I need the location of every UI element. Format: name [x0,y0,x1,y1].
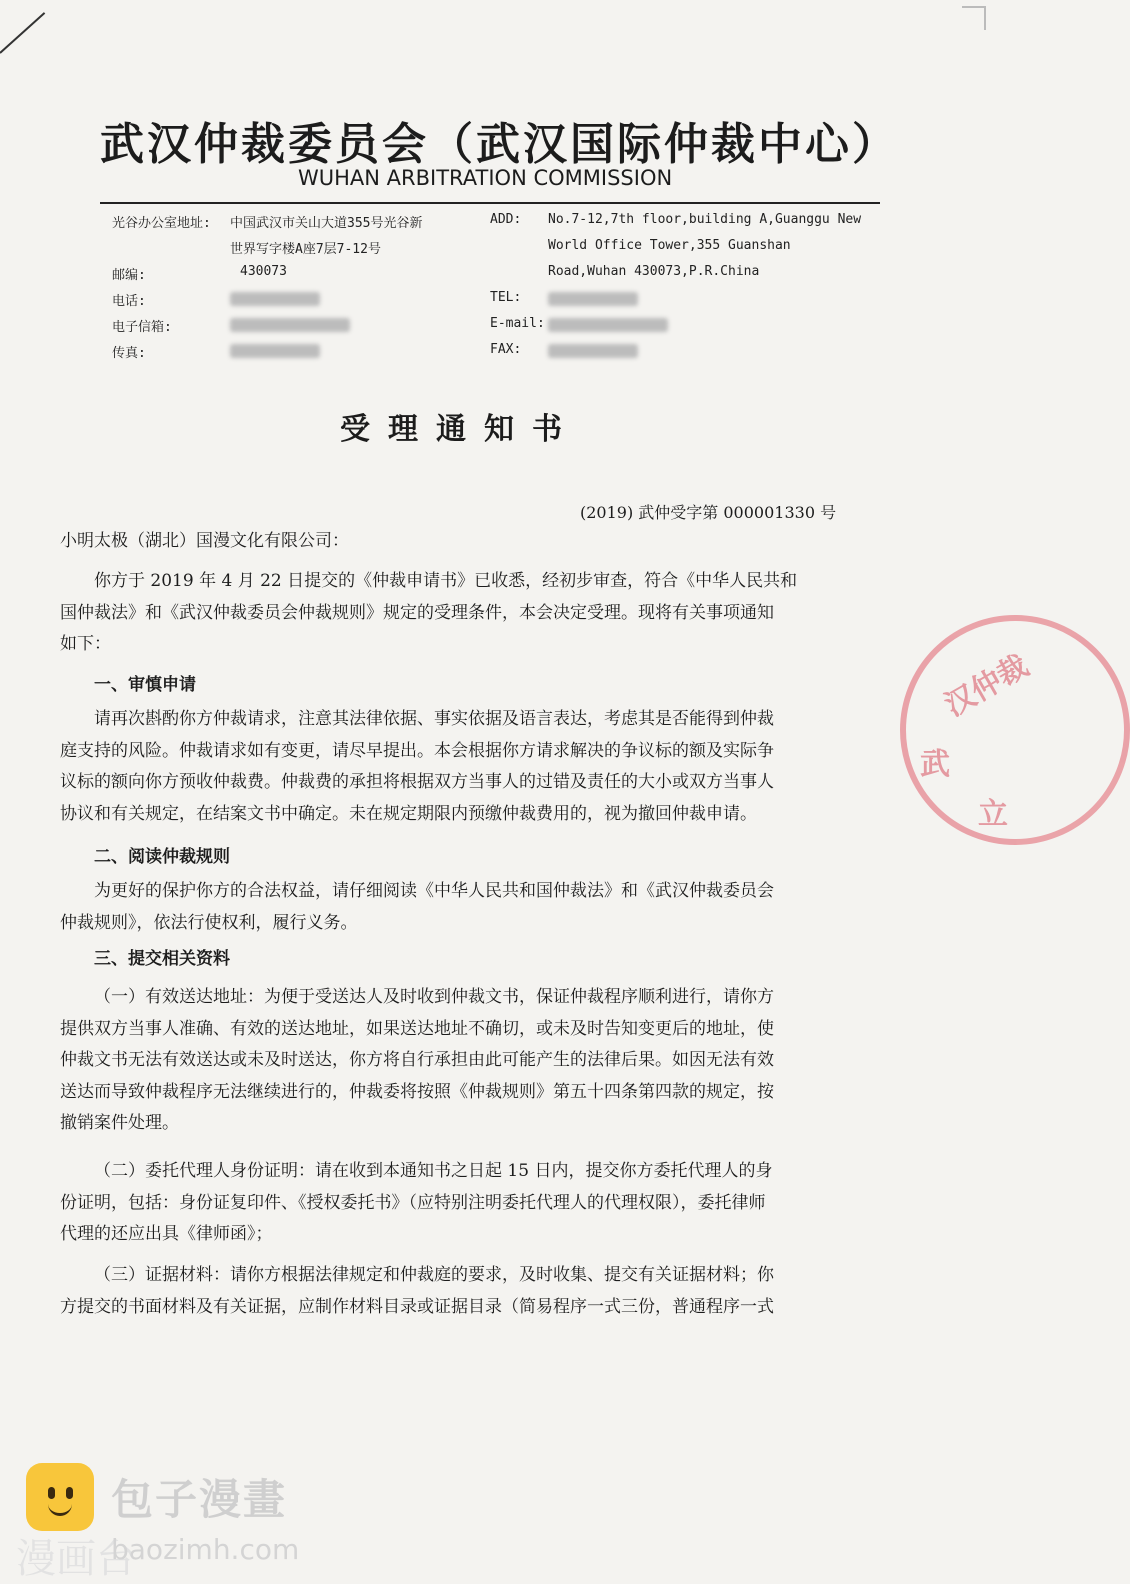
text-line: 你方于 2019 年 4 月 22 日提交的《仲裁申请书》已收悉，经初步审查，符合《中华人民共和 [94,571,798,591]
logo-mouth [48,1503,72,1516]
intro-paragraph [60,566,900,661]
seal-text-left: 武 [920,747,950,782]
tel-label: TEL: [490,290,522,305]
text-line: 提供双方当事人准确、有效的送达地址，如果送达地址不确切，或未及时告知变更后的地址，使 [60,1018,774,1039]
seal-text-top: 汉仲裁 [939,648,1035,724]
redacted-phone [230,292,320,306]
address-line-2: 世界写字楼A座7层7-12号 [230,242,381,257]
watermark-site-name: 包子漫畫 [111,1475,288,1524]
add-line-3: Road,Wuhan 430073,P.R.China [548,264,760,279]
paper-corner-mark [962,6,986,30]
email-label: 电子信箱: [112,320,172,335]
text-line: （二）委托代理人身份证明：请在收到本通知书之日起 15 日内，提交你方委托代理人的身 [94,1161,773,1181]
text-line: 庭支持的风险。仲裁请求如有变更，请尽早提出。本会根据你方请求解决的争议标的额及实际争 [60,740,774,761]
site-watermark [16,1455,336,1582]
official-seal-stamp [900,615,1130,845]
add-label: ADD: [490,212,522,227]
postcode-value: 430073 [240,264,287,279]
text-line: 如下： [60,634,111,655]
section-2-paragraph [60,876,900,939]
section-2-heading: 二、阅读仲裁规则 [94,847,230,867]
recipient: 小明太极（湖北）国漫文化有限公司： [60,531,349,551]
text-line: （一）有效送达地址：为便于受送达人及时收到仲裁文书，保证仲裁程序顺利进行，请你方 [94,987,774,1007]
logo-eye [66,1487,73,1499]
text-line: 请再次斟酌你方仲裁请求，注意其法律依据、事实依据及语言表达，考虑其是否能得到仲裁 [94,709,774,729]
text-line: 国仲裁法》和《武汉仲裁委员会仲裁规则》规定的受理条件，本会决定受理。现将有关事项通知 [60,602,774,623]
text-line: 议标的额向你方预收仲裁费。仲裁费的承担将根据双方当事人的过错及责任的大小或双方当事人 [60,772,774,793]
text-line: 协议和有关规定，在结案文书中确定。未在规定期限内预缴仲裁费用的，视为撤回仲裁申请。 [60,803,757,824]
fax-en-label: FAX: [490,342,522,357]
notice-title: 受理通知书 [340,412,580,447]
text-line: 撤销案件处理。 [60,1113,179,1134]
paper-fold-line [0,12,45,54]
org-title-en: WUHAN ARBITRATION COMMISSION [298,166,673,190]
redacted-tel [548,292,638,306]
seal-text-bottom: 立 [978,797,1008,832]
document-number: (2019) 武仲受字第 000001330 号 [580,503,837,522]
section-3-3-paragraph [60,1260,900,1323]
text-line: 份证明，包括：身份证复印件、《授权委托书》（应特别注明委托代理人的代理权限），委托律师 [60,1192,766,1213]
text-line: 为更好的保护你方的合法权益，请仔细阅读《中华人民共和国仲裁法》和《武汉仲裁委员会 [94,881,774,901]
text-line: 仲裁文书无法有效送达或未及时送达，你方将自行承担由此可能产生的法律后果。如因无法有效 [60,1050,774,1071]
section-3-1-paragraph [60,982,900,1140]
email-en-label: E-mail: [490,316,545,331]
section-3-heading: 三、提交相关资料 [94,949,230,969]
address-line-1: 中国武汉市关山大道355号光谷新 [230,216,423,231]
section-1-paragraph [60,704,900,830]
baozi-logo-icon [26,1463,94,1531]
postcode-label: 邮编: [112,268,146,283]
phone-label: 电话: [112,294,146,309]
watermark-url: baozimh.com [111,1533,300,1566]
watermark-small-text: 漫画台 [16,1536,136,1582]
add-line-2: World Office Tower,355 Guanshan [548,238,791,253]
address-label: 光谷办公室地址: [112,216,211,231]
fax-label: 传真: [112,346,146,361]
logo-eye [48,1487,55,1499]
redacted-fax [230,344,320,358]
text-line: 送达而导致仲裁程序无法继续进行的，仲裁委将按照《仲裁规则》第五十四条第四款的规定，按 [60,1081,774,1102]
redacted-email-en [548,318,668,332]
text-line: 代理的还应出具《律师函》； [60,1224,273,1245]
section-3-2-paragraph [60,1156,900,1251]
add-line-1: No.7-12,7th floor,building A,Guanggu New [548,212,862,227]
text-line: 仲裁规则》，依法行使权利，履行义务。 [60,912,358,933]
text-line: 方提交的书面材料及有关证据，应制作材料目录或证据目录（简易程序一式三份，普通程序一式 [60,1296,774,1317]
redacted-fax-en [548,344,638,358]
section-1-heading: 一、审慎申请 [94,675,196,695]
text-line: （三）证据材料：请你方根据法律规定和仲裁庭的要求，及时收集、提交有关证据材料；你 [94,1265,774,1285]
letterhead-divider [100,202,880,204]
org-title: 武汉仲裁委员会（武汉国际仲裁中心） [100,119,899,170]
redacted-email [230,318,350,332]
